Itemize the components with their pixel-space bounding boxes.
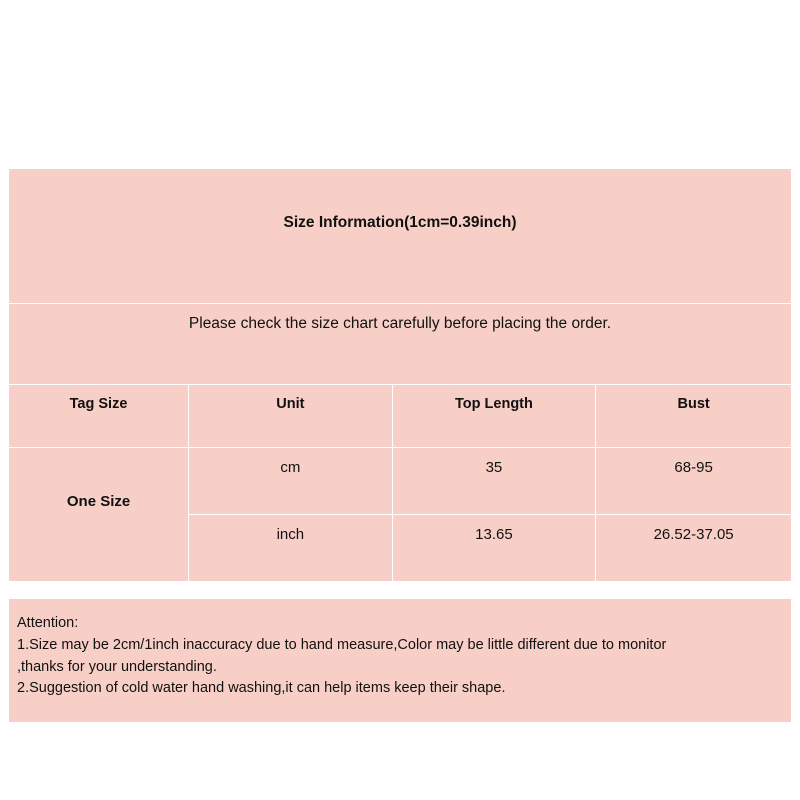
column-header-tag-size: Tag Size <box>9 385 189 448</box>
column-header-unit: Unit <box>189 385 393 448</box>
column-header-top-length: Top Length <box>392 385 596 448</box>
table-gap-cell <box>9 582 792 599</box>
table-row <box>9 448 792 515</box>
table-gap-row <box>9 582 792 599</box>
table-subtitle: Please check the size chart carefully before placing the order. <box>188 315 612 332</box>
cell-tag-size-value: One Size <box>9 448 189 582</box>
table-header-row <box>9 385 792 448</box>
attention-line-1: 1.Size may be 2cm/1inch inaccuracy due to hand measure,Color may be little different due to monitor <box>17 636 667 653</box>
attention-heading: Attention: <box>17 615 79 631</box>
cell-top-length-cm: 35 <box>392 448 596 515</box>
table-title-row <box>9 169 792 304</box>
cell-top-length-inch: 13.65 <box>392 515 596 582</box>
table-subtitle-row <box>9 304 792 385</box>
column-header-bust: Bust <box>596 385 792 448</box>
table-title: Size Information(1cm=0.39inch) <box>283 214 517 231</box>
cell-unit-inch: inch <box>189 515 393 582</box>
size-information-table <box>8 168 792 599</box>
attention-line-2: ,thanks for your understanding. <box>17 658 217 675</box>
cell-unit-cm: cm <box>189 448 393 515</box>
table-title-cell <box>9 169 792 304</box>
table-subtitle-cell <box>9 304 792 385</box>
attention-line-3: 2.Suggestion of cold water hand washing,it can help items keep their shape. <box>17 680 506 697</box>
size-chart-panel <box>8 168 792 723</box>
attention-notes <box>8 599 792 723</box>
cell-bust-cm: 68-95 <box>596 448 792 515</box>
cell-bust-inch: 26.52-37.05 <box>596 515 792 582</box>
